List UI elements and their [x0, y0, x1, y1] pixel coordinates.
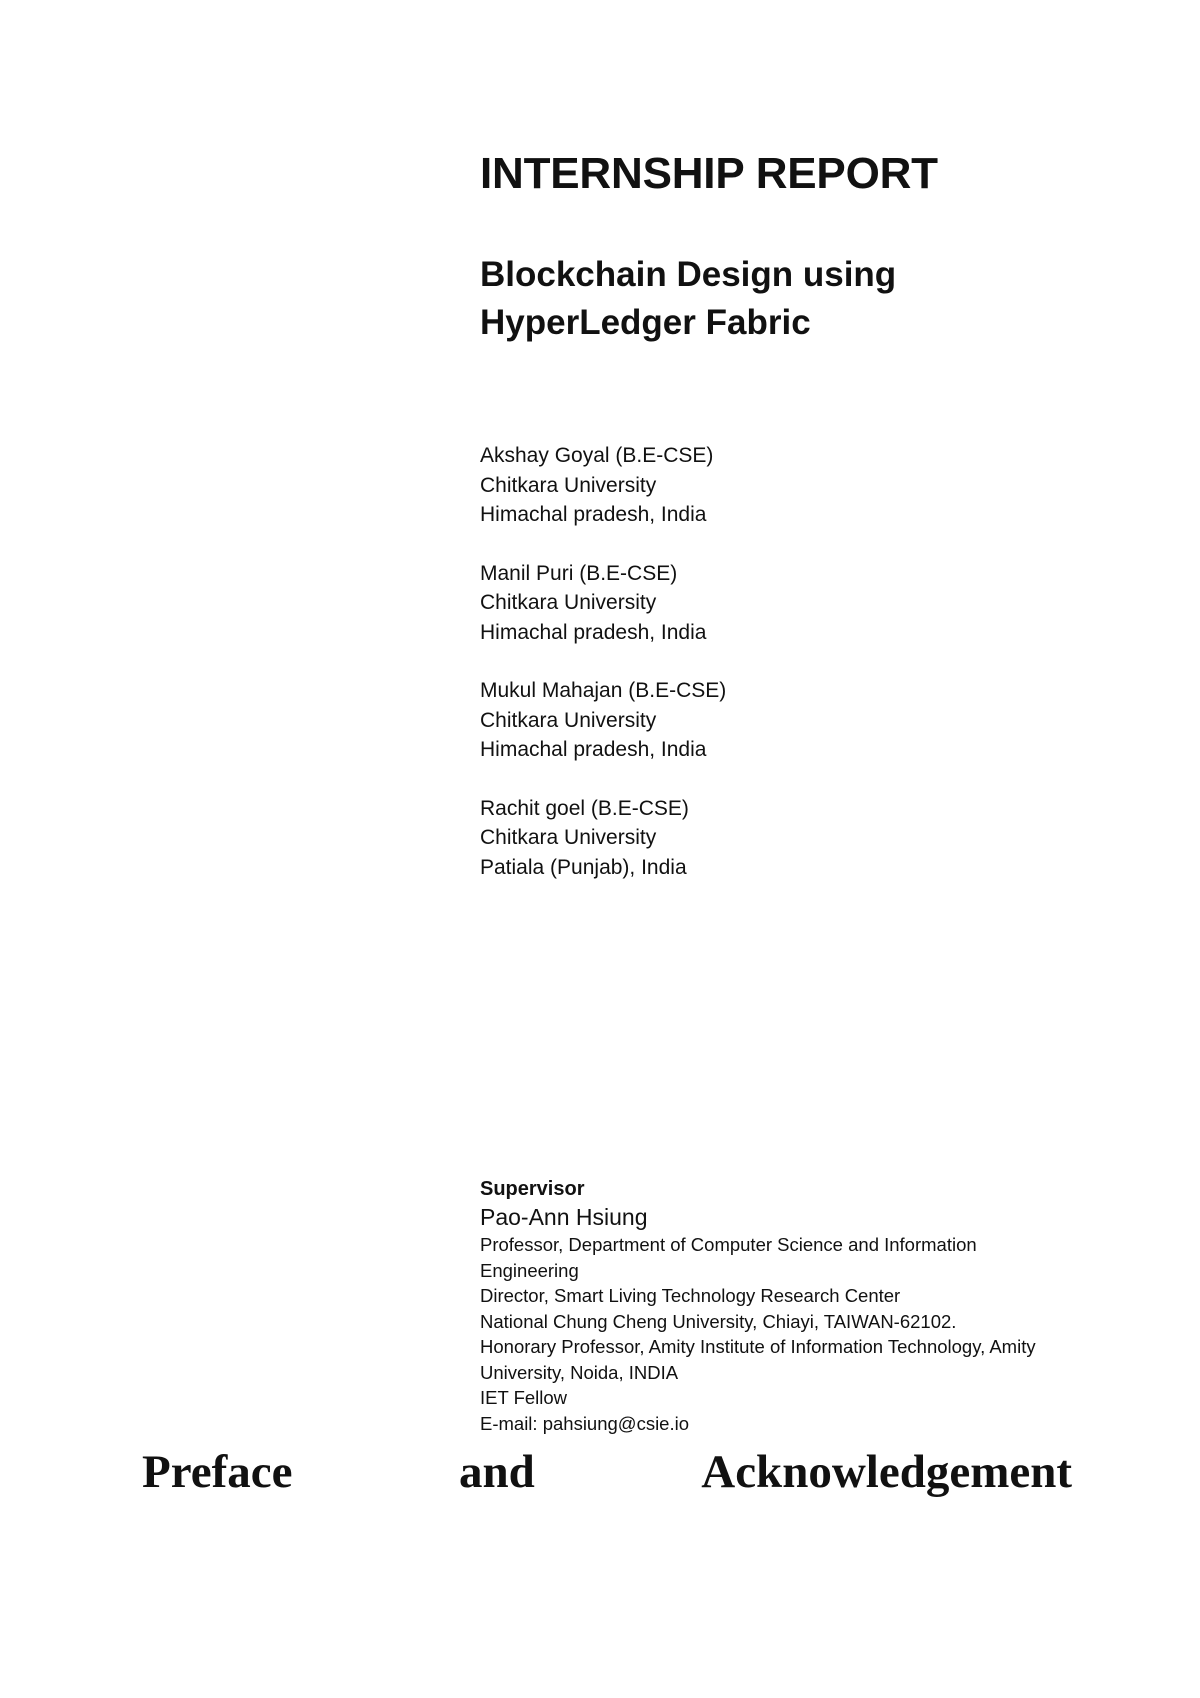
author-list [480, 441, 1100, 882]
supervisor-email: E-mail: pahsiung@csie.io [480, 1412, 690, 1434]
author-university: Chitkara University [480, 591, 657, 614]
author-name: Manil Puri (B.E-CSE) [480, 561, 678, 585]
author-name: Rachit goel (B.E-CSE) [480, 796, 689, 820]
author-block [480, 794, 1100, 883]
subtitle-line-2: HyperLedger Fabric [480, 303, 811, 342]
author-block [480, 559, 1100, 648]
preface-word: Acknowledgement [701, 1446, 1072, 1498]
supervisor-detail-line: Engineering [480, 1259, 579, 1281]
author-block [480, 441, 1100, 530]
preface-word: Preface [142, 1446, 293, 1498]
author-name: Mukul Mahajan (B.E-CSE) [480, 679, 727, 702]
report-subtitle [480, 251, 1100, 347]
author-location: Himachal pradesh, India [480, 503, 707, 526]
author-university: Chitkara University [480, 826, 657, 849]
author-name: Akshay Goyal (B.E-CSE) [480, 444, 714, 467]
author-university: Chitkara University [480, 708, 657, 732]
supervisor-detail-line: Professor, Department of Computer Science and Information [480, 1234, 977, 1255]
author-university: Chitkara University [480, 473, 657, 497]
supervisor-heading: Supervisor [480, 1178, 585, 1200]
supervisor-detail-line: IET Fellow [480, 1387, 568, 1408]
preface-heading [142, 1444, 1072, 1500]
title-block [480, 145, 1100, 911]
subtitle-line-1: Blockchain Design using [480, 255, 897, 294]
report-title: INTERNSHIP REPORT [480, 149, 938, 198]
supervisor-detail-line: Honorary Professor, Amity Institute of Information Technology, Amity [480, 1336, 1036, 1357]
author-block [480, 676, 1100, 765]
supervisor-detail-line: Director, Smart Living Technology Research Center [480, 1285, 901, 1306]
author-location: Himachal pradesh, India [480, 620, 707, 644]
preface-word: and [458, 1446, 535, 1498]
author-location: Himachal pradesh, India [480, 738, 707, 761]
supervisor-detail-line: University, Noida, INDIA [480, 1361, 679, 1383]
supervisor-detail-line: National Chung Cheng University, Chiayi, TAIWAN-62102. [480, 1310, 957, 1332]
author-location: Patiala (Punjab), India [480, 855, 687, 879]
supervisor-name: Pao-Ann Hsiung [480, 1204, 648, 1230]
supervisor-block [480, 1176, 1080, 1436]
